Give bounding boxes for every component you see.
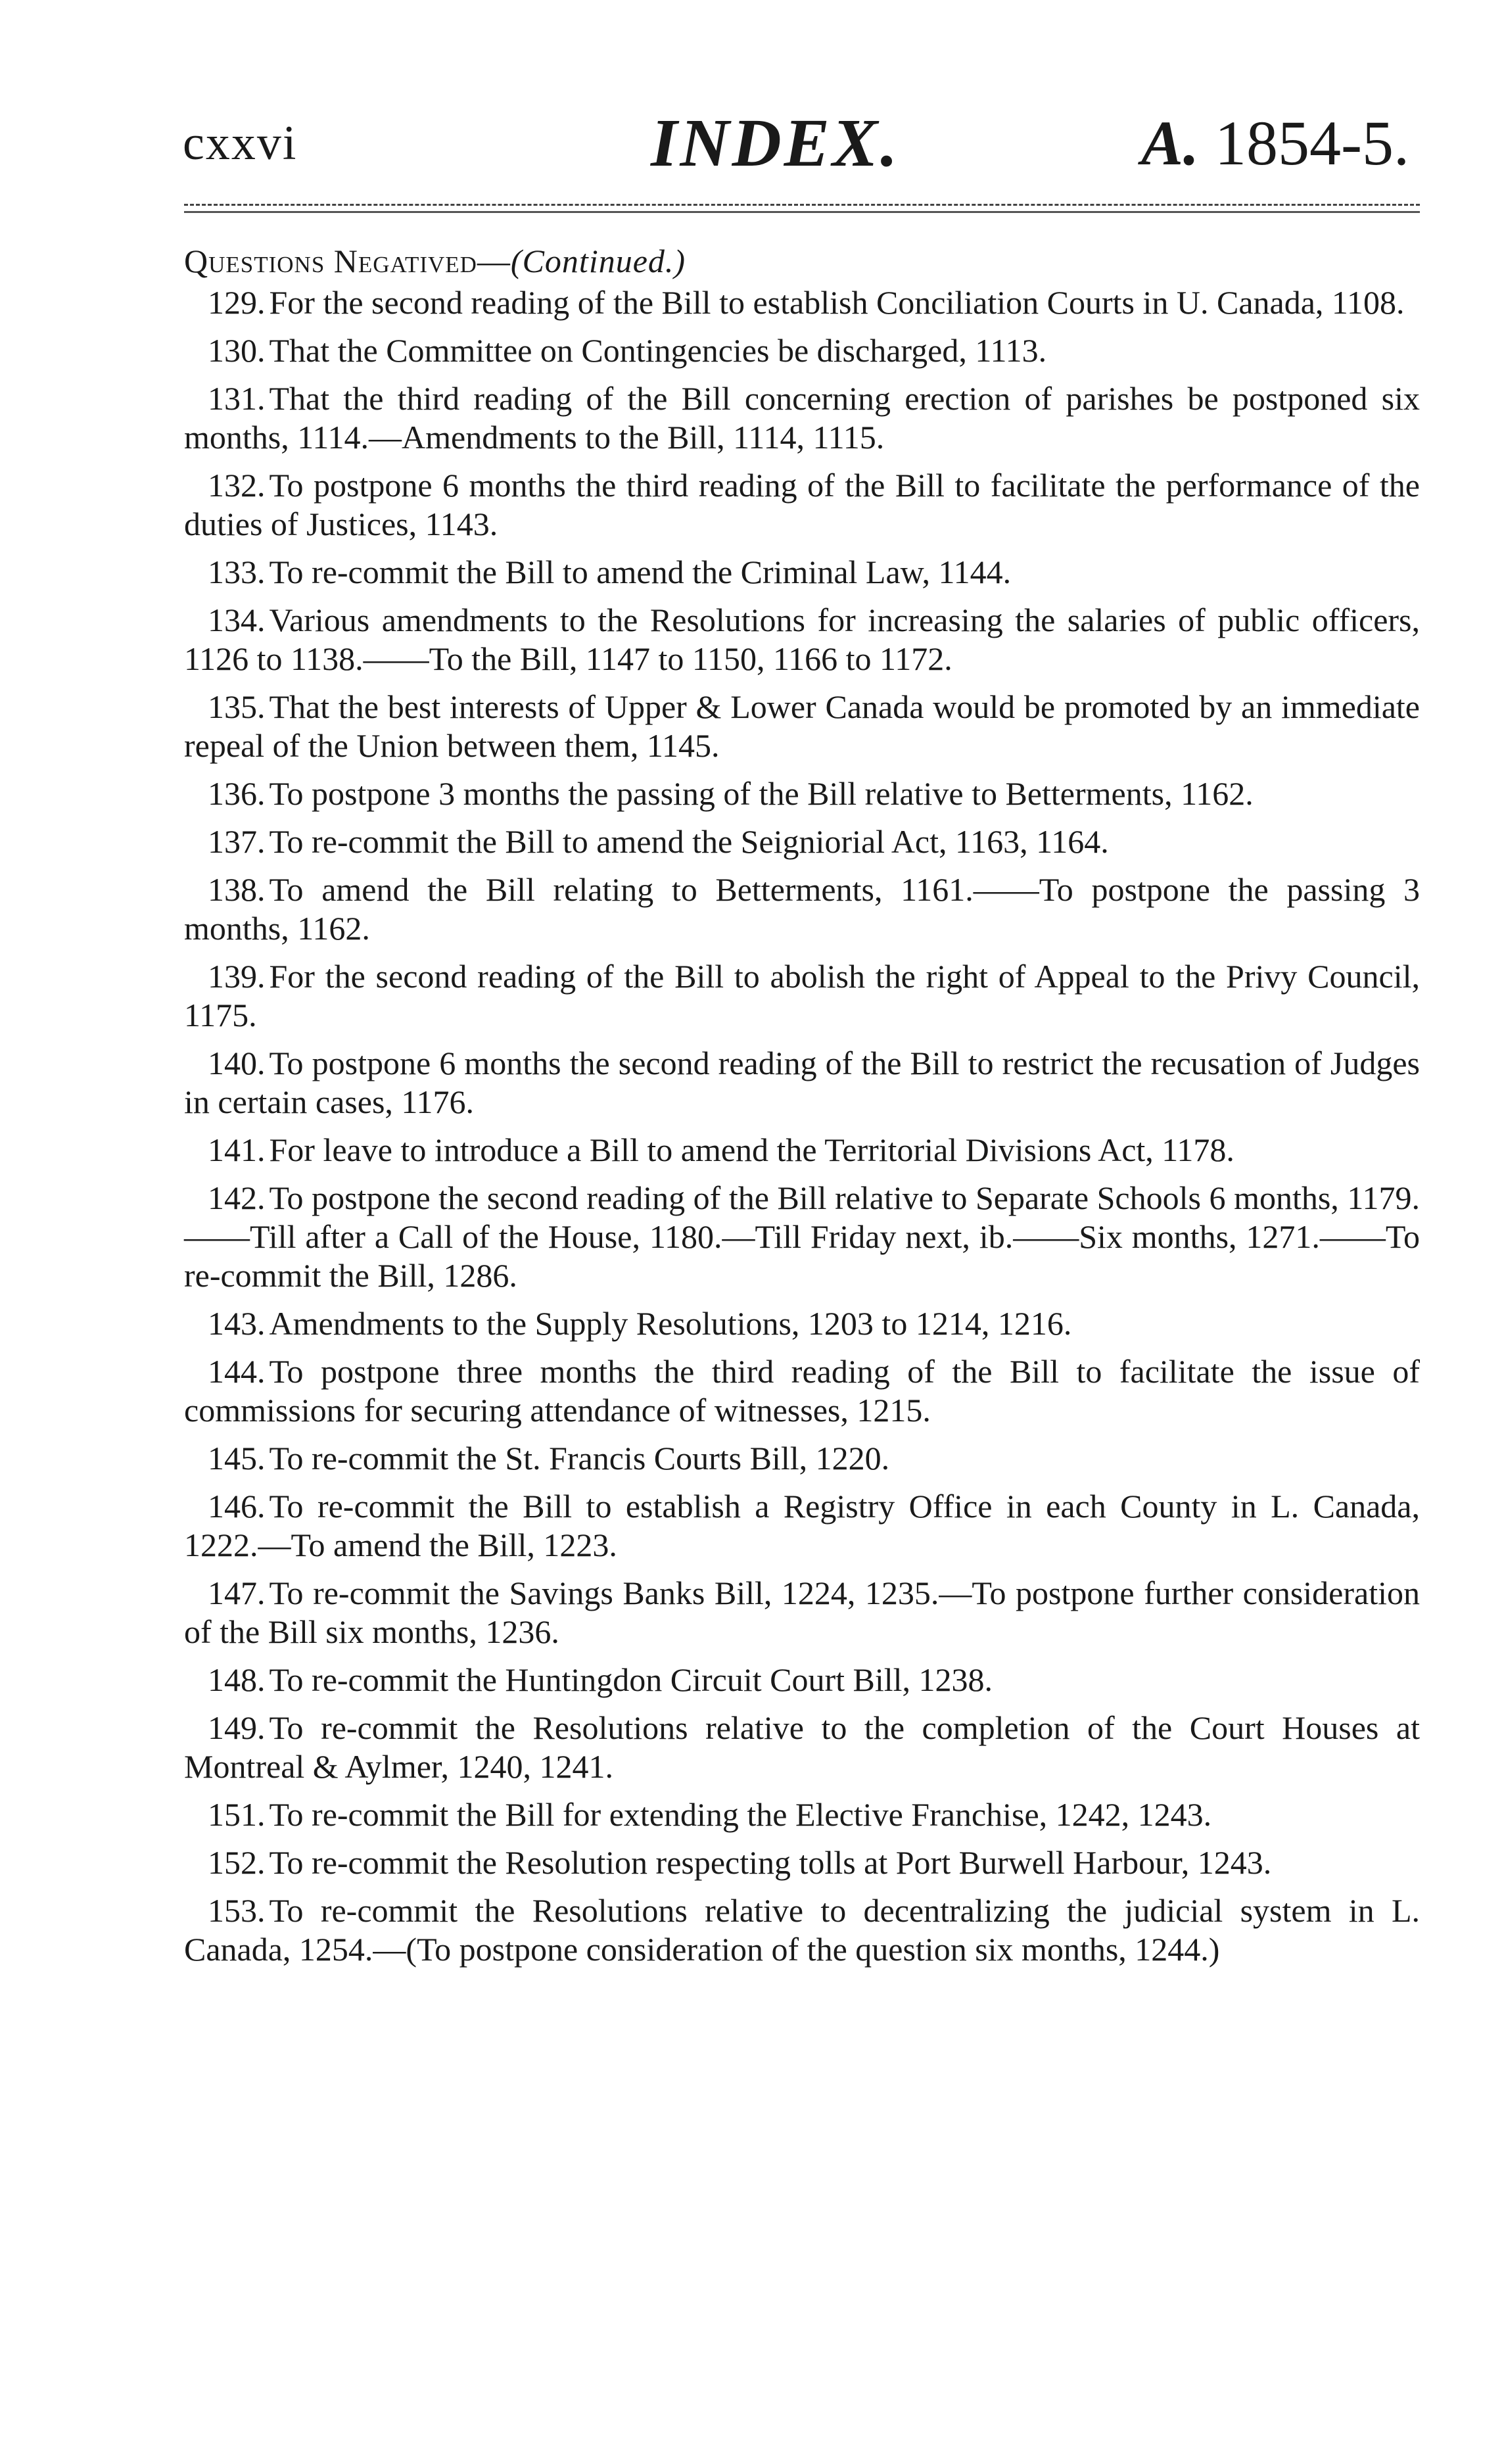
index-entry [184, 1131, 1420, 1170]
entry-number: 137. [208, 823, 266, 860]
entry-number: 143. [208, 1305, 266, 1342]
entry-number: 144. [208, 1353, 266, 1390]
index-entry [184, 1891, 1420, 1969]
entry-text: For the second reading of the Bill to establish Conciliation Courts in U. Canada, 1108. [269, 284, 1405, 321]
entry-number: 134. [208, 602, 266, 638]
entry-text: To postpone 6 months the second reading of the Bill to restrict the recusation of Judges in certain cases, 1176. [184, 1045, 1420, 1120]
index-body [184, 242, 1420, 1978]
entry-number: 146. [208, 1488, 266, 1525]
entry-number: 142. [208, 1179, 266, 1216]
entry-number: 140. [208, 1045, 266, 1081]
entry-number: 141. [208, 1131, 266, 1168]
entry-number: 131. [208, 380, 266, 417]
entry-text: That the best interests of Upper & Lower Canada would be promoted by an immediate repeal of the Union between them, 1145. [184, 688, 1420, 764]
entry-text: To re-commit the Bill to amend the Criminal Law, 1144. [269, 554, 1012, 590]
year-letter: A. [1141, 108, 1200, 178]
section-heading [184, 242, 1420, 281]
session-year [1141, 107, 1409, 179]
index-entry [184, 1574, 1420, 1651]
index-entry [184, 283, 1420, 322]
entry-text: Amendments to the Supply Resolutions, 1203 to 1214, 1216. [269, 1305, 1072, 1342]
entry-number: 152. [208, 1844, 266, 1881]
entry-text: To postpone three months the third reading of the Bill to facilitate the issue of commissions for securing attendance of witnesses, 1215. [184, 1353, 1420, 1429]
entry-text: To re-commit the Bill to amend the Seigniorial Act, 1163, 1164. [269, 823, 1109, 860]
entry-number: 130. [208, 332, 266, 369]
entry-number: 132. [208, 467, 266, 504]
entry-text: To re-commit the Savings Banks Bill, 1224, 1235.—To postpone further consideration of the Bill six months, 1236. [184, 1575, 1420, 1650]
page-title: INDEX. [651, 105, 901, 181]
index-entry [184, 331, 1420, 370]
header-rule [184, 204, 1420, 213]
entry-number: 145. [208, 1440, 266, 1477]
entry-text: That the Committee on Contingencies be discharged, 1113. [269, 332, 1047, 369]
entry-text: To re-commit the Huntingdon Circuit Court Bill, 1238. [269, 1661, 993, 1698]
entry-text: For leave to introduce a Bill to amend the Territorial Divisions Act, 1178. [269, 1131, 1234, 1168]
entry-number: 148. [208, 1661, 266, 1698]
index-entry [184, 1304, 1420, 1343]
index-entry [184, 601, 1420, 678]
entry-text: To re-commit the Bill to establish a Registry Office in each County in L. Canada, 1222.—To amend the Bill, 1223. [184, 1488, 1420, 1563]
year-range: 1854-5. [1215, 108, 1409, 178]
index-entry [184, 1843, 1420, 1882]
index-entry [184, 822, 1420, 861]
index-entry [184, 1044, 1420, 1122]
index-entry [184, 1795, 1420, 1834]
index-entry [184, 379, 1420, 457]
index-entry [184, 1661, 1420, 1699]
index-entry [184, 870, 1420, 948]
entry-number: 133. [208, 554, 266, 590]
index-entry [184, 1487, 1420, 1565]
index-entry [184, 553, 1420, 592]
entry-text: To re-commit the St. Francis Courts Bill, 1220. [269, 1440, 890, 1477]
index-entry [184, 688, 1420, 765]
entry-number: 153. [208, 1892, 266, 1929]
entry-text: To postpone 6 months the third reading of the Bill to facilitate the performance of the duties of Justices, 1143. [184, 467, 1420, 542]
entry-number: 149. [208, 1709, 266, 1746]
entry-list [184, 283, 1420, 1969]
page-folio: cxxvi [183, 116, 298, 170]
entry-number: 136. [208, 775, 266, 812]
entry-text: To re-commit the Resolutions relative to decentralizing the judicial system in L. Canada, 1254.—(To postpone consideration of the question six months, 1244.) [184, 1892, 1420, 1968]
entry-text: To amend the Bill relating to Betterments, 1161.——To postpone the passing 3 months, 1162. [184, 871, 1420, 947]
index-entry [184, 466, 1420, 544]
section-continued: (Continued.) [510, 243, 686, 279]
index-entry [184, 1352, 1420, 1430]
entry-text: That the third reading of the Bill concerning erection of parishes be postponed six months, 1114.—Amendments to the Bill, 1114, 1115. [184, 380, 1420, 456]
entry-text: To re-commit the Resolution respecting tolls at Port Burwell Harbour, 1243. [269, 1844, 1272, 1881]
entry-number: 138. [208, 871, 266, 908]
entry-text: To re-commit the Resolutions relative to the completion of the Court Houses at Montreal & Aylmer, 1240, 1241. [184, 1709, 1420, 1785]
index-entry [184, 1439, 1420, 1478]
index-entry [184, 1179, 1420, 1295]
section-heading-text: Questions Negatived— [184, 243, 511, 279]
entry-number: 147. [208, 1575, 266, 1611]
index-entry [184, 1709, 1420, 1786]
index-entry [184, 774, 1420, 813]
page-header [0, 92, 1504, 184]
entry-number: 151. [208, 1796, 266, 1833]
entry-text: To postpone the second reading of the Bill relative to Separate Schools 6 months, 1179.——Till after a Call of the House, 1180.—Till Friday next, ib.——Six months, 1271.——To re-commit the Bill, 1286. [184, 1179, 1420, 1294]
index-entry [184, 957, 1420, 1035]
entry-text: For the second reading of the Bill to abolish the right of Appeal to the Privy Council, 1175. [184, 958, 1420, 1033]
entry-number: 129. [208, 284, 266, 321]
entry-number: 139. [208, 958, 266, 995]
entry-text: Various amendments to the Resolutions for increasing the salaries of public officers, 1126 to 1138.——To the Bill, 1147 to 1150, 1166 to 1172. [184, 602, 1420, 677]
entry-number: 135. [208, 688, 266, 725]
entry-text: To postpone 3 months the passing of the Bill relative to Betterments, 1162. [269, 775, 1254, 812]
entry-text: To re-commit the Bill for extending the Elective Franchise, 1242, 1243. [269, 1796, 1212, 1833]
